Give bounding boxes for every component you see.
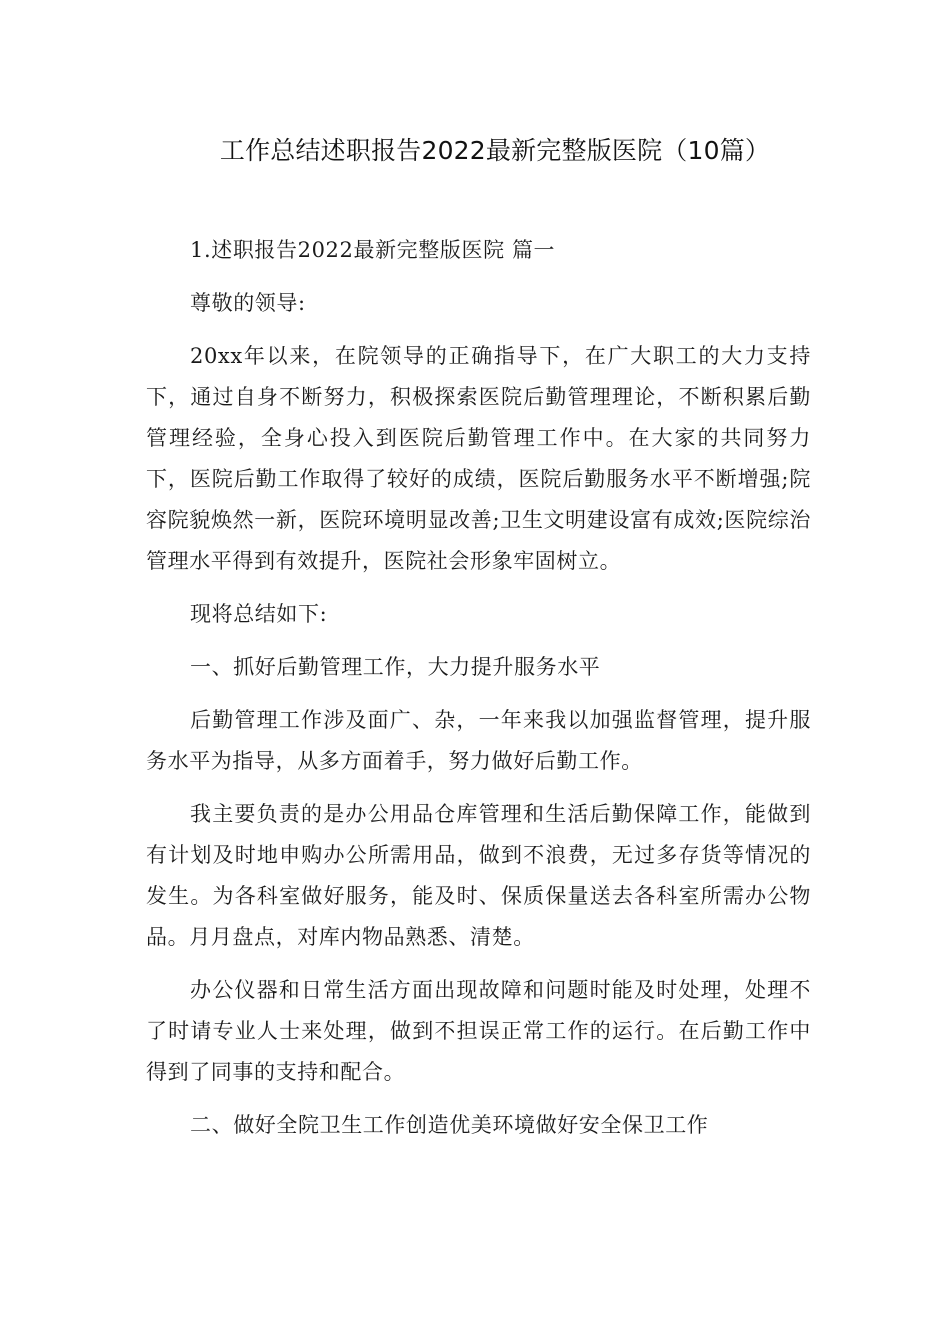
paragraph-office-supplies: 我主要负责的是办公用品仓库管理和生活后勤保障工作，能做到有计划及时地申购办公所需用品，做到不浪费，无过多存货等情况的发生。为各科室做好服务，能及时、保质保量送去各科室所需办公物品。月月盘点，对库内物品熟悉、清楚。 [146, 802, 811, 949]
subheading-logistics: 一、抓好后勤管理工作，大力提升服务水平 [190, 655, 601, 679]
paragraph-summary-lead: 现将总结如下: [190, 602, 328, 626]
section-heading: 1.述职报告2022最新完整版医院 篇一 [190, 238, 556, 262]
subheading-hygiene-security: 二、做好全院卫生工作创造优美环境做好安全保卫工作 [190, 1113, 709, 1137]
document-title: 工作总结述职报告2022最新完整版医院（10篇） [219, 136, 771, 165]
paragraph-equipment-repair: 办公仪器和日常生活方面出现故障和问题时能及时处理，处理不了时请专业人士来处理，做到不担误正常工作的运行。在后勤工作中得到了同事的支持和配合。 [146, 978, 811, 1084]
paragraph-logistics-scope: 后勤管理工作涉及面广、杂，一年来我以加强监督管理，提升服务水平为指导，从多方面着手，努力做好后勤工作。 [146, 708, 811, 773]
greeting: 尊敬的领导: [190, 291, 306, 315]
paragraph-intro: 20xx年以来，在院领导的正确指导下，在广大职工的大力支持下，通过自身不断努力，积极探索医院后勤管理理论，不断积累后勤管理经验，全身心投入到医院后勤管理工作中。在大家的共同努力下，医院后勤工作取得了较好的成绩，医院后勤服务水平不断增强;院容院貌焕然一新，医院环境明显改善;卫生文明建设富有成效;医院综治管理水平得到有效提升，医院社会形象牢固树立。 [146, 344, 811, 573]
document-body [146, 230, 811, 1158]
